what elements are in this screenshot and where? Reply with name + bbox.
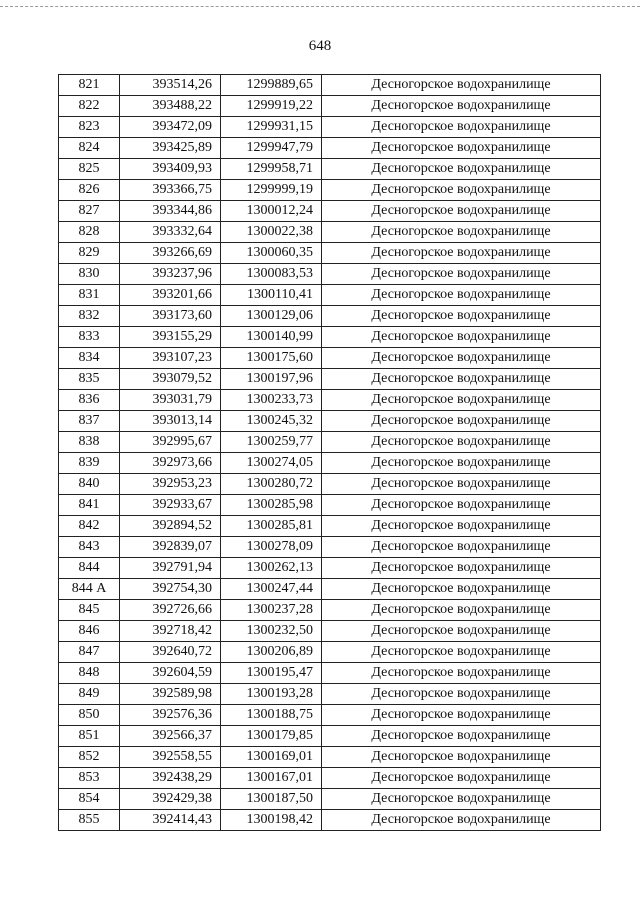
x-coordinate-cell: 392429,38 [120, 789, 221, 810]
table-row [59, 201, 601, 222]
x-coordinate-cell: 393409,93 [120, 159, 221, 180]
point-number-cell: 844 А [59, 579, 120, 600]
y-coordinate-cell: 1300193,28 [221, 684, 322, 705]
point-number-cell: 831 [59, 285, 120, 306]
object-name-cell: Десногорское водохранилище [322, 159, 601, 180]
x-coordinate-cell: 392953,23 [120, 474, 221, 495]
point-number-cell: 852 [59, 747, 120, 768]
x-coordinate-cell: 392839,07 [120, 537, 221, 558]
point-number-cell: 823 [59, 117, 120, 138]
x-coordinate-cell: 393332,64 [120, 222, 221, 243]
x-coordinate-cell: 392995,67 [120, 432, 221, 453]
object-name-cell: Десногорское водохранилище [322, 201, 601, 222]
object-name-cell: Десногорское водохранилище [322, 411, 601, 432]
x-coordinate-cell: 392726,66 [120, 600, 221, 621]
x-coordinate-cell: 393155,29 [120, 327, 221, 348]
x-coordinate-cell: 392576,36 [120, 705, 221, 726]
y-coordinate-cell: 1300285,98 [221, 495, 322, 516]
y-coordinate-cell: 1299919,22 [221, 96, 322, 117]
point-number-cell: 854 [59, 789, 120, 810]
x-coordinate-cell: 392973,66 [120, 453, 221, 474]
point-number-cell: 835 [59, 369, 120, 390]
x-coordinate-cell: 392894,52 [120, 516, 221, 537]
x-coordinate-cell: 393472,09 [120, 117, 221, 138]
y-coordinate-cell: 1300285,81 [221, 516, 322, 537]
y-coordinate-cell: 1300083,53 [221, 264, 322, 285]
table-row [59, 474, 601, 495]
y-coordinate-cell: 1300274,05 [221, 453, 322, 474]
object-name-cell: Десногорское водохранилище [322, 306, 601, 327]
point-number-cell: 829 [59, 243, 120, 264]
table-row [59, 369, 601, 390]
y-coordinate-cell: 1300195,47 [221, 663, 322, 684]
point-number-cell: 840 [59, 474, 120, 495]
x-coordinate-cell: 393425,89 [120, 138, 221, 159]
object-name-cell: Десногорское водохранилище [322, 453, 601, 474]
table-row [59, 537, 601, 558]
x-coordinate-cell: 392754,30 [120, 579, 221, 600]
x-coordinate-cell: 393013,14 [120, 411, 221, 432]
object-name-cell: Десногорское водохранилище [322, 327, 601, 348]
object-name-cell: Десногорское водохранилище [322, 726, 601, 747]
table-row [59, 705, 601, 726]
top-scan-border [0, 6, 640, 7]
point-number-cell: 833 [59, 327, 120, 348]
table-row [59, 642, 601, 663]
point-number-cell: 825 [59, 159, 120, 180]
y-coordinate-cell: 1300206,89 [221, 642, 322, 663]
object-name-cell: Десногорское водохранилище [322, 222, 601, 243]
y-coordinate-cell: 1300247,44 [221, 579, 322, 600]
table-row [59, 789, 601, 810]
object-name-cell: Десногорское водохранилище [322, 117, 601, 138]
table-row [59, 432, 601, 453]
object-name-cell: Десногорское водохранилище [322, 348, 601, 369]
y-coordinate-cell: 1300259,77 [221, 432, 322, 453]
object-name-cell: Десногорское водохранилище [322, 747, 601, 768]
table-row [59, 306, 601, 327]
table-row [59, 747, 601, 768]
x-coordinate-cell: 393344,86 [120, 201, 221, 222]
x-coordinate-cell: 392640,72 [120, 642, 221, 663]
table-row [59, 621, 601, 642]
table-row [59, 96, 601, 117]
table-row [59, 453, 601, 474]
point-number-cell: 838 [59, 432, 120, 453]
object-name-cell: Десногорское водохранилище [322, 810, 601, 831]
y-coordinate-cell: 1300060,35 [221, 243, 322, 264]
y-coordinate-cell: 1300237,28 [221, 600, 322, 621]
point-number-cell: 832 [59, 306, 120, 327]
y-coordinate-cell: 1299931,15 [221, 117, 322, 138]
table-row [59, 180, 601, 201]
table-row [59, 75, 601, 96]
y-coordinate-cell: 1300012,24 [221, 201, 322, 222]
x-coordinate-cell: 393079,52 [120, 369, 221, 390]
object-name-cell: Десногорское водохранилище [322, 390, 601, 411]
object-name-cell: Десногорское водохранилище [322, 789, 601, 810]
table-row [59, 810, 601, 831]
y-coordinate-cell: 1300175,60 [221, 348, 322, 369]
table-row [59, 243, 601, 264]
y-coordinate-cell: 1300140,99 [221, 327, 322, 348]
x-coordinate-cell: 393201,66 [120, 285, 221, 306]
y-coordinate-cell: 1300167,01 [221, 768, 322, 789]
point-number-cell: 830 [59, 264, 120, 285]
y-coordinate-cell: 1300197,96 [221, 369, 322, 390]
point-number-cell: 850 [59, 705, 120, 726]
point-number-cell: 855 [59, 810, 120, 831]
point-number-cell: 847 [59, 642, 120, 663]
table-row [59, 579, 601, 600]
object-name-cell: Десногорское водохранилище [322, 558, 601, 579]
point-number-cell: 837 [59, 411, 120, 432]
point-number-cell: 828 [59, 222, 120, 243]
y-coordinate-cell: 1299958,71 [221, 159, 322, 180]
table-row [59, 138, 601, 159]
y-coordinate-cell: 1300232,50 [221, 621, 322, 642]
object-name-cell: Десногорское водохранилище [322, 495, 601, 516]
table-row [59, 348, 601, 369]
x-coordinate-cell: 392604,59 [120, 663, 221, 684]
point-number-cell: 849 [59, 684, 120, 705]
point-number-cell: 845 [59, 600, 120, 621]
point-number-cell: 827 [59, 201, 120, 222]
object-name-cell: Десногорское водохранилище [322, 600, 601, 621]
y-coordinate-cell: 1299999,19 [221, 180, 322, 201]
y-coordinate-cell: 1300022,38 [221, 222, 322, 243]
table-row [59, 600, 601, 621]
point-number-cell: 821 [59, 75, 120, 96]
y-coordinate-cell: 1300179,85 [221, 726, 322, 747]
table-row [59, 726, 601, 747]
table-row [59, 663, 601, 684]
table-row [59, 390, 601, 411]
object-name-cell: Десногорское водохранилище [322, 642, 601, 663]
point-number-cell: 836 [59, 390, 120, 411]
point-number-cell: 822 [59, 96, 120, 117]
point-number-cell: 848 [59, 663, 120, 684]
y-coordinate-cell: 1299947,79 [221, 138, 322, 159]
x-coordinate-cell: 392933,67 [120, 495, 221, 516]
x-coordinate-cell: 393488,22 [120, 96, 221, 117]
x-coordinate-cell: 393237,96 [120, 264, 221, 285]
object-name-cell: Десногорское водохранилище [322, 684, 601, 705]
point-number-cell: 846 [59, 621, 120, 642]
object-name-cell: Десногорское водохранилище [322, 243, 601, 264]
point-number-cell: 841 [59, 495, 120, 516]
x-coordinate-cell: 393031,79 [120, 390, 221, 411]
point-number-cell: 853 [59, 768, 120, 789]
object-name-cell: Десногорское водохранилище [322, 96, 601, 117]
table-row [59, 684, 601, 705]
table-row [59, 327, 601, 348]
object-name-cell: Десногорское водохранилище [322, 474, 601, 495]
x-coordinate-cell: 393173,60 [120, 306, 221, 327]
y-coordinate-cell: 1300169,01 [221, 747, 322, 768]
x-coordinate-cell: 392558,55 [120, 747, 221, 768]
y-coordinate-cell: 1300233,73 [221, 390, 322, 411]
x-coordinate-cell: 393514,26 [120, 75, 221, 96]
x-coordinate-cell: 392589,98 [120, 684, 221, 705]
object-name-cell: Десногорское водохранилище [322, 705, 601, 726]
table-row [59, 159, 601, 180]
x-coordinate-cell: 392718,42 [120, 621, 221, 642]
y-coordinate-cell: 1300188,75 [221, 705, 322, 726]
x-coordinate-cell: 392414,43 [120, 810, 221, 831]
coordinates-table-body [59, 75, 601, 831]
point-number-cell: 826 [59, 180, 120, 201]
point-number-cell: 824 [59, 138, 120, 159]
object-name-cell: Десногорское водохранилище [322, 537, 601, 558]
table-row [59, 516, 601, 537]
y-coordinate-cell: 1300280,72 [221, 474, 322, 495]
table-row [59, 558, 601, 579]
object-name-cell: Десногорское водохранилище [322, 264, 601, 285]
y-coordinate-cell: 1300278,09 [221, 537, 322, 558]
table-row [59, 285, 601, 306]
x-coordinate-cell: 392438,29 [120, 768, 221, 789]
x-coordinate-cell: 392566,37 [120, 726, 221, 747]
object-name-cell: Десногорское водохранилище [322, 579, 601, 600]
object-name-cell: Десногорское водохранилище [322, 369, 601, 390]
object-name-cell: Десногорское водохранилище [322, 516, 601, 537]
object-name-cell: Десногорское водохранилище [322, 180, 601, 201]
table-row [59, 495, 601, 516]
point-number-cell: 842 [59, 516, 120, 537]
object-name-cell: Десногорское водохранилище [322, 75, 601, 96]
object-name-cell: Десногорское водохранилище [322, 663, 601, 684]
y-coordinate-cell: 1300110,41 [221, 285, 322, 306]
point-number-cell: 844 [59, 558, 120, 579]
table-row [59, 264, 601, 285]
y-coordinate-cell: 1300187,50 [221, 789, 322, 810]
y-coordinate-cell: 1300245,32 [221, 411, 322, 432]
table-row [59, 117, 601, 138]
point-number-cell: 839 [59, 453, 120, 474]
object-name-cell: Десногорское водохранилище [322, 621, 601, 642]
object-name-cell: Десногорское водохранилище [322, 138, 601, 159]
object-name-cell: Десногорское водохранилище [322, 768, 601, 789]
page-number: 648 [308, 38, 332, 54]
x-coordinate-cell: 393107,23 [120, 348, 221, 369]
point-number-cell: 843 [59, 537, 120, 558]
object-name-cell: Десногорское водохранилище [322, 285, 601, 306]
table-row [59, 222, 601, 243]
point-number-cell: 851 [59, 726, 120, 747]
object-name-cell: Десногорское водохранилище [322, 432, 601, 453]
y-coordinate-cell: 1300129,06 [221, 306, 322, 327]
coordinates-table [58, 74, 601, 831]
x-coordinate-cell: 393366,75 [120, 180, 221, 201]
y-coordinate-cell: 1299889,65 [221, 75, 322, 96]
x-coordinate-cell: 393266,69 [120, 243, 221, 264]
x-coordinate-cell: 392791,94 [120, 558, 221, 579]
y-coordinate-cell: 1300262,13 [221, 558, 322, 579]
table-row [59, 768, 601, 789]
table-row [59, 411, 601, 432]
y-coordinate-cell: 1300198,42 [221, 810, 322, 831]
point-number-cell: 834 [59, 348, 120, 369]
